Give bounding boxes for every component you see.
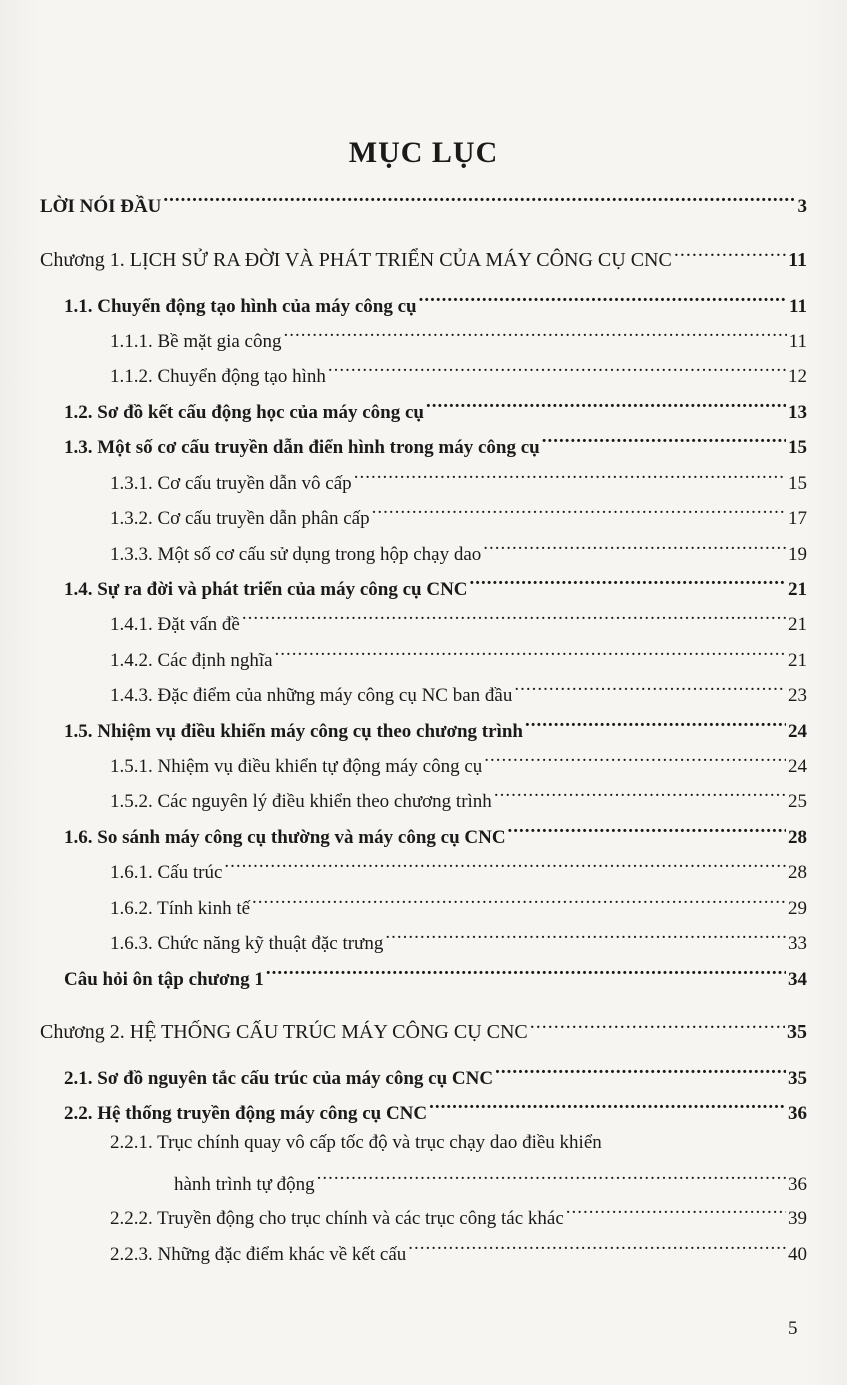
toc-entry-subsection-1-6-1[interactable] [110, 854, 807, 885]
dot-leader [470, 571, 786, 595]
toc-entry-page: 19 [788, 544, 807, 565]
dot-leader [328, 358, 786, 382]
toc-entry-title: 1.3.1. Cơ cấu truyền dẫn vô cấp [110, 473, 352, 494]
toc-entry-title: 2.2. Hệ thống truyền động máy công cụ CNC [64, 1103, 428, 1124]
toc-entry-title: 1.6.2. Tính kinh tế [110, 898, 251, 919]
toc-entry-title: 1.1.2. Chuyển động tạo hình [110, 366, 326, 387]
toc-entry-review-questions-1[interactable] [64, 961, 807, 992]
toc-entry-section-1-3[interactable] [64, 429, 807, 460]
toc-entry-title: 1.1. Chuyển động tạo hình của máy công cụ [64, 296, 417, 317]
toc-entry-page: 21 [788, 614, 807, 635]
toc-entry-subsection-1-6-3[interactable] [110, 925, 807, 956]
toc-entry-subsection-2-2-1[interactable] [174, 1166, 807, 1197]
toc-entry-page: 24 [788, 721, 807, 742]
dot-leader [242, 606, 786, 630]
toc-entry-subsection-2-2-3[interactable] [110, 1236, 807, 1267]
toc-entry-title: 1.2. Sơ đồ kết cấu động học của máy công cụ [64, 402, 424, 423]
dot-leader [429, 1095, 786, 1119]
toc-entry-page: 40 [788, 1244, 807, 1265]
toc-entry-page: 13 [788, 402, 807, 423]
toc-entry-page: 12 [788, 366, 807, 387]
dot-leader [224, 854, 786, 878]
toc-entry-subsection-1-4-2[interactable] [110, 642, 807, 673]
toc-entry-title: Chương 1. LỊCH SỬ RA ĐỜI VÀ PHÁT TRIỂN CỦA MÁY CÔNG CỤ CNC [40, 249, 672, 271]
dot-leader [284, 323, 787, 347]
toc-entry-section-2-1[interactable] [64, 1060, 807, 1091]
toc-entry-page: 17 [788, 508, 807, 529]
dot-leader [252, 890, 786, 914]
toc-entry-page: 24 [788, 756, 807, 777]
page-number: 5 [788, 1318, 798, 1339]
toc-entry-subsection-1-1-1[interactable] [110, 323, 807, 354]
toc-entry-title: 1.5. Nhiệm vụ điều khiển máy công cụ theo chương trình [64, 721, 523, 742]
dot-leader [674, 242, 786, 266]
dot-leader [542, 429, 786, 453]
toc-entry-page: 35 [787, 1021, 807, 1043]
toc-entry-section-1-5[interactable] [64, 713, 807, 744]
toc-entry-section-1-6[interactable] [64, 819, 807, 850]
toc-entry-section-2-2[interactable] [64, 1095, 807, 1126]
toc-entry-page: 11 [788, 331, 807, 352]
toc-entry-subsection-1-3-3[interactable] [110, 536, 807, 567]
toc-entry-subsection-2-2-1-line-1[interactable]: 2.2.1. Trục chính quay vô cấp tốc độ và trục chạy dao điều khiển [110, 1132, 602, 1153]
toc-entry-page: 28 [788, 862, 807, 883]
toc-entry-title: 1.4.3. Đặc điểm của những máy công cụ NC ban đầu [110, 685, 513, 706]
page-title: MỤC LỤC [348, 136, 499, 169]
dot-leader [483, 536, 786, 560]
toc-entry-title: hành trình tự động [174, 1174, 315, 1195]
dot-leader [266, 961, 786, 985]
toc-entry-title: 1.4.2. Các định nghĩa [110, 650, 273, 671]
toc-entry-title: 1.3. Một số cơ cấu truyền dẫn điển hình trong máy công cụ [64, 437, 540, 458]
toc-entry-title: 1.5.2. Các nguyên lý điều khiển theo chương trình [110, 791, 492, 812]
toc-entry-subsection-1-5-2[interactable] [110, 783, 807, 814]
dot-leader [419, 288, 787, 312]
toc-entry-title: LỜI NÓI ĐẦU [40, 196, 162, 217]
toc-entry-title: 2.1. Sơ đồ nguyên tắc cấu trúc của máy công cụ CNC [64, 1068, 494, 1089]
toc-entry-title: 1.3.3. Một số cơ cấu sử dụng trong hộp chạy dao [110, 544, 482, 565]
toc-entry-section-1-4[interactable] [64, 571, 807, 602]
toc-entry-subsection-1-1-2[interactable] [110, 358, 807, 389]
toc-entry-subsection-1-4-3[interactable] [110, 677, 807, 708]
dot-leader [317, 1166, 786, 1190]
dot-leader [530, 1014, 785, 1038]
toc-entry-title: 1.4. Sự ra đời và phát triển của máy công cụ CNC [64, 579, 468, 600]
toc-entry-title: 1.3.2. Cơ cấu truyền dẫn phân cấp [110, 508, 370, 529]
toc-entry-title: 2.2.2. Truyền động cho trục chính và các trục công tác khác [110, 1208, 564, 1229]
toc-entry-page: 33 [788, 933, 807, 954]
dot-leader [495, 1060, 786, 1084]
toc-entry-subsection-1-3-1[interactable] [110, 465, 807, 496]
toc-entry-title: 1.6.3. Chức năng kỹ thuật đặc trưng [110, 933, 384, 954]
toc-entry-subsection-1-5-1[interactable] [110, 748, 807, 779]
toc-entry-title: Chương 2. HỆ THỐNG CẤU TRÚC MÁY CÔNG CỤ CNC [40, 1021, 528, 1043]
dot-leader [484, 748, 786, 772]
dot-leader [275, 642, 786, 666]
dot-leader [566, 1200, 786, 1224]
dot-leader [354, 465, 786, 489]
toc-entry-title: 1.5.1. Nhiệm vụ điều khiển tự động máy công cụ [110, 756, 483, 777]
toc-entry-page: 28 [788, 827, 807, 848]
toc-entry-title: 1.4.1. Đặt vấn đề [110, 614, 240, 635]
toc-entry-title: 1.6. So sánh máy công cụ thường và máy công cụ CNC [64, 827, 506, 848]
toc-entry-page: 35 [788, 1068, 807, 1089]
toc-entry-page: 36 [788, 1174, 807, 1195]
dot-leader [163, 188, 795, 212]
toc-entry-section-1-1[interactable] [64, 288, 807, 319]
toc-entry-subsection-2-2-2[interactable] [110, 1200, 807, 1231]
dot-leader [514, 677, 786, 701]
dot-leader [494, 783, 786, 807]
toc-entry-subsection-1-4-1[interactable] [110, 606, 807, 637]
toc-entry-page: 36 [788, 1103, 807, 1124]
toc-entry-page: 3 [797, 196, 807, 217]
toc-entry-page: 15 [788, 473, 807, 494]
toc-entry-preface[interactable] [40, 188, 807, 219]
toc-entry-title: 1.6.1. Cấu trúc [110, 862, 223, 883]
toc-entry-title: 2.2.3. Những đặc điểm khác về kết cấu [110, 1244, 407, 1265]
toc-entry-page: 39 [788, 1208, 807, 1229]
toc-entry-page: 34 [788, 969, 807, 990]
toc-entry-page: 11 [789, 296, 807, 317]
dot-leader [408, 1236, 786, 1260]
toc-entry-title: 1.1.1. Bề mặt gia công [110, 331, 282, 352]
toc-entry-chapter-1[interactable] [40, 242, 807, 272]
dot-leader [385, 925, 786, 949]
toc-entry-page: 29 [788, 898, 807, 919]
dot-leader [525, 713, 786, 737]
toc-entry-title: Câu hỏi ôn tập chương 1 [64, 969, 264, 990]
dot-leader [372, 500, 786, 524]
toc-entry-page: 25 [788, 791, 807, 812]
toc-entry-page: 15 [788, 437, 807, 458]
toc-entry-subsection-1-3-2[interactable] [110, 500, 807, 531]
toc-entry-subsection-1-6-2[interactable] [110, 890, 807, 921]
toc-entry-page: 21 [788, 650, 807, 671]
dot-leader [426, 394, 786, 418]
toc-entry-section-1-2[interactable] [64, 394, 807, 425]
toc-entry-page: 11 [788, 249, 807, 271]
toc-entry-chapter-2[interactable] [40, 1014, 807, 1044]
dot-leader [508, 819, 786, 843]
toc-entry-page: 21 [788, 579, 807, 600]
toc-entry-page: 23 [788, 685, 807, 706]
